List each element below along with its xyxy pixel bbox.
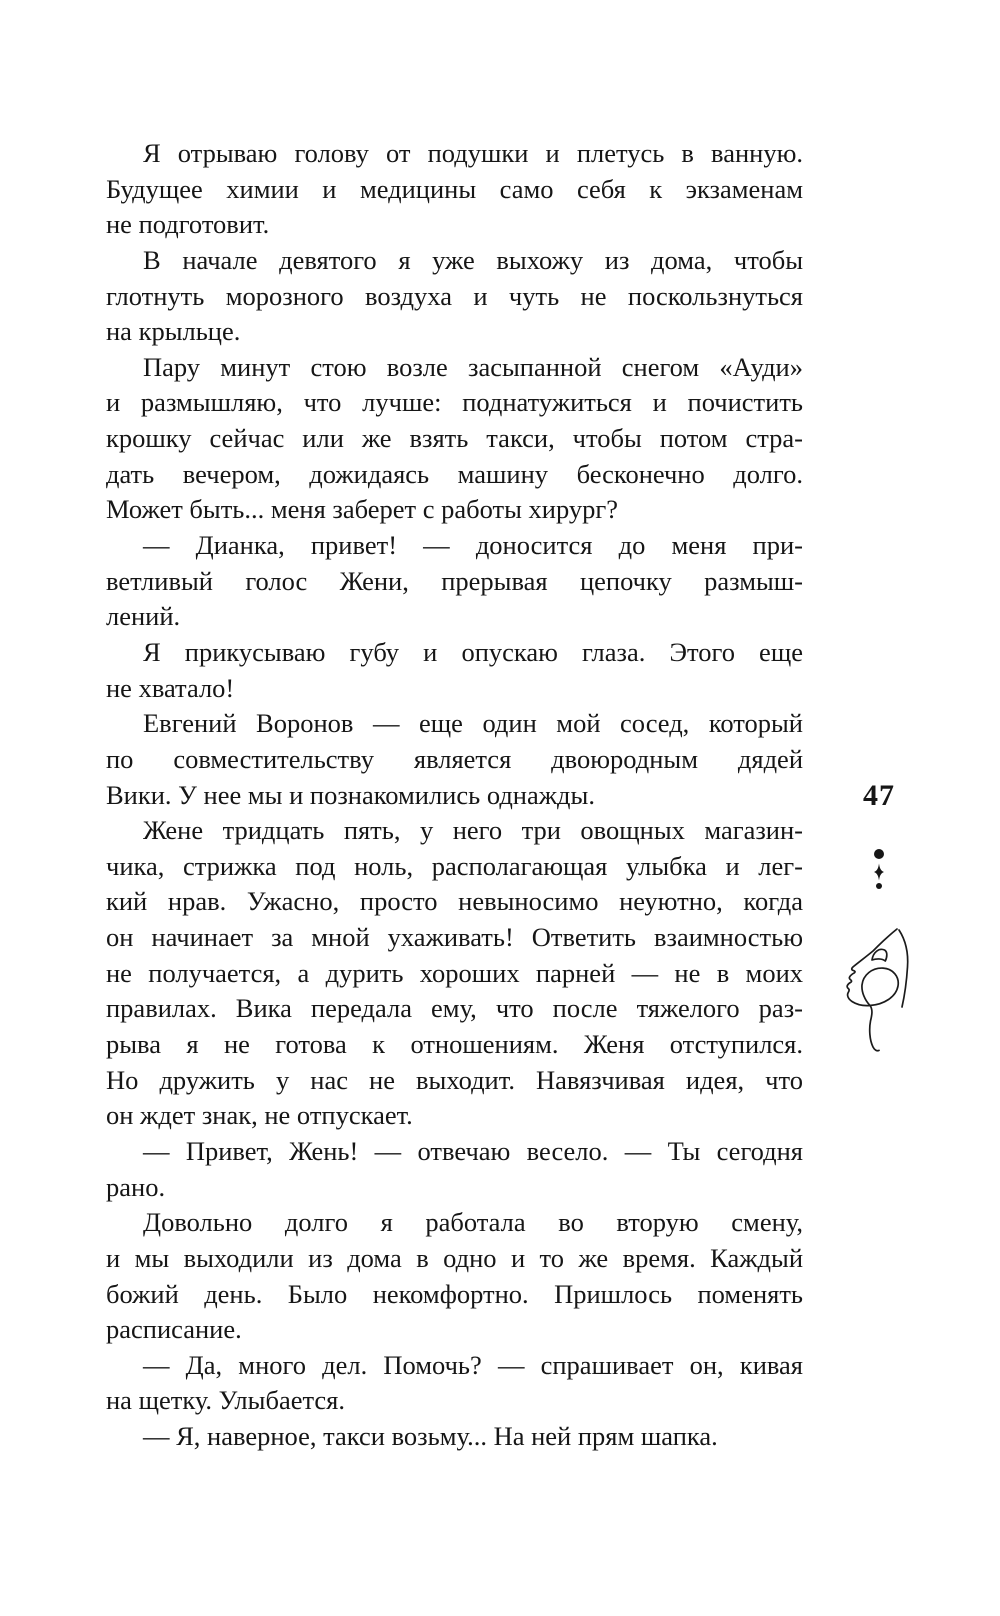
text-line: — Привет, Жень! — отвечаю весело. — Ты сегодня — [143, 1135, 803, 1166]
text-line: Пару минут стою возле засыпанной снегом «Ауди» — [143, 351, 803, 382]
text-line: глотнуть морозного воздуха и чуть не поскользнуться — [106, 280, 803, 311]
text-line: Я отрываю голову от подушки и плетусь в ванную. — [143, 138, 803, 168]
woman-profile-illustration — [839, 920, 917, 1060]
text-line: Я прикусываю губу и опускаю глаза. Этого еще — [143, 636, 803, 667]
text-line: ветливый голос Жени, прерывая цепочку размыш- — [106, 565, 803, 596]
text-line: не подготовит. — [106, 209, 270, 240]
text-line: божий день. Было некомфортно. Пришлось поменять — [106, 1278, 803, 1309]
text-line: Может быть... меня заберет с работы хирург? — [106, 494, 619, 525]
page-number: 47 — [863, 779, 895, 812]
text-line: Будущее химии и медицины само себя к экзаменам — [106, 173, 803, 204]
text-line: чика, стрижка под ноль, располагающая улыбка и лег- — [106, 850, 803, 881]
text-line: — Да, много дел. Помочь? — спрашивает он, кивая — [143, 1349, 803, 1380]
text-line: не получается, а дурить хороших парней — не в моих — [106, 957, 803, 988]
text-line: расписание. — [106, 1314, 242, 1345]
text-line: на щетку. Улыбается. — [106, 1385, 345, 1416]
text-line: Жене тридцать пять, у него три овощных магазин- — [143, 815, 803, 846]
text-line: Но дружить у нас не выходит. Навязчивая идея, что — [106, 1064, 803, 1095]
text-line: и мы выходили из дома в одно и то же время. Каждый — [106, 1242, 803, 1273]
text-line: лений. — [106, 601, 181, 632]
text-line: — Дианка, привет! — доносится до меня при- — [143, 530, 803, 561]
text-line: Евгений Воронов — еще один мой сосед, который — [143, 708, 803, 739]
text-line: рыва я не готова к отношениям. Женя отступился. — [106, 1029, 803, 1060]
text-line: Довольно долго я работала во вторую смену, — [143, 1207, 803, 1238]
text-line: крошку сейчас или же взять такси, чтобы потом стра- — [106, 423, 803, 454]
text-line: он начинает за мной ухаживать! Ответить взаимностью — [106, 922, 803, 953]
text-line: — Я, наверное, такси возьму... На ней прям шапка. — [143, 1421, 718, 1452]
ornament-dot-small-icon — [876, 883, 882, 889]
text-line: и размышляю, что лучше: поднатужиться и почистить — [106, 387, 803, 418]
text-line: В начале девятого я уже выхожу из дома, чтобы — [143, 244, 803, 275]
text-line: по совместительству является двоюродным дядей — [106, 743, 803, 774]
page-text — [106, 136, 803, 1455]
text-line: не хватало! — [106, 672, 235, 703]
text-line: кий нрав. Ужасно, просто невыносимо неуютно, когда — [106, 886, 803, 917]
text-line: правилах. Вика передала ему, что после тяжелого раз- — [106, 993, 803, 1024]
ornament-dot-large-icon — [874, 849, 884, 859]
text-line: он ждет знак, не отпускает. — [106, 1100, 413, 1131]
text-line: дать вечером, дожидаясь машину бесконечно долго. — [106, 458, 803, 489]
text-line: Вики. У нее мы и познакомились однажды. — [106, 779, 595, 810]
text-line: рано. — [106, 1171, 166, 1202]
text-line: на крыльце. — [106, 316, 241, 347]
sparkle-icon — [870, 862, 888, 882]
